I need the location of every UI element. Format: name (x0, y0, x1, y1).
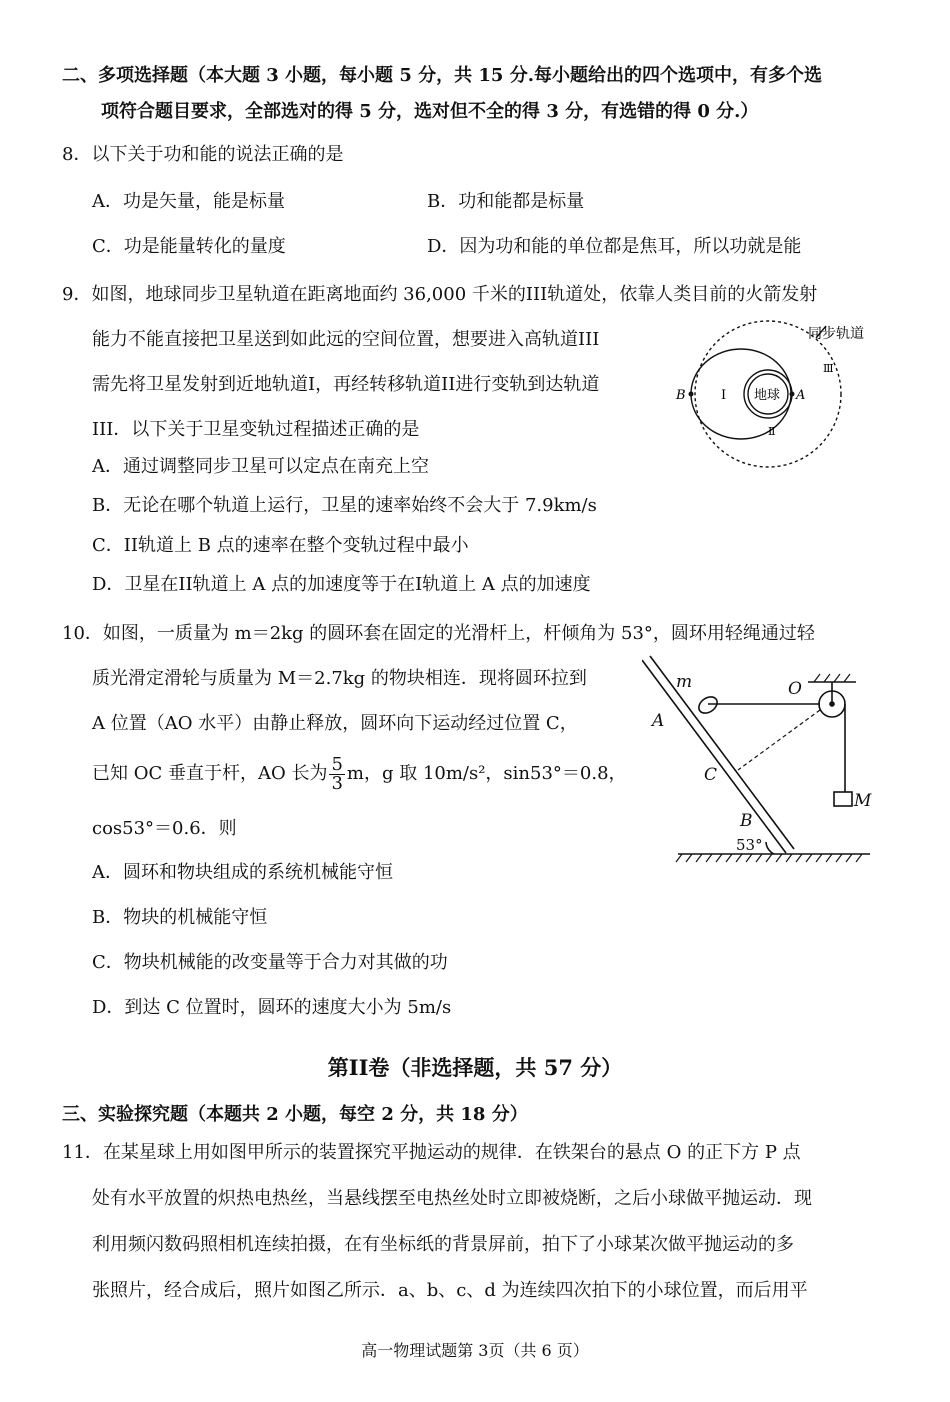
fraction-denominator: 3 (331, 772, 343, 794)
q10-stem-line2: 质光滑定滑轮与质量为 M＝2.7kg 的物块相连．现将圆环拉到 (92, 668, 587, 689)
q10-option-a: A．圆环和物块组成的系统机械能守恒 (92, 862, 393, 883)
q9-option-a: A．通过调整同步卫星可以定点在南充上空 (92, 456, 429, 477)
q11-stem-line3: 利用频闪数码照相机连续拍摄，在有坐标纸的背景屏前，拍下了小球某次做平抛运动的多 (92, 1234, 794, 1255)
sync-orbit-label: 同步轨道 (808, 326, 864, 342)
label-ii: Ⅱ (768, 425, 776, 438)
fraction-ao (329, 753, 344, 794)
rod-edge-2 (650, 656, 794, 849)
q11-stem-line4: 张照片，经合成后，照片如图乙所示．a、b、c、d 为连续四次拍下的小球位置，而后用平 (92, 1280, 808, 1301)
q9-stem-line4: III．以下关于卫星变轨过程描述正确的是 (92, 419, 420, 440)
q10-stem-line5: cos53°＝0.6．则 (92, 818, 237, 839)
section3-heading: 三、实验探究题（本题共 2 小题，每空 2 分，共 18 分） (62, 1104, 528, 1125)
block-m (834, 792, 852, 806)
label-o: O (788, 679, 802, 699)
q9-stem-line2: 能力不能直接把卫星送到如此远的空间位置，想要进入高轨道III (92, 329, 600, 350)
ceiling-hatch (814, 674, 850, 682)
pulley-axle (830, 702, 834, 706)
label-b: B (740, 811, 753, 831)
q10-stem-line1: 10．如图，一质量为 m＝2kg 的圆环套在固定的光滑杆上，杆倾角为 53°，圆环用轻绳通过轻 (62, 623, 815, 644)
q9-option-d: D．卫星在II轨道上 A 点的加速度等于在I轨道上 A 点的加速度 (92, 574, 591, 595)
q8-option-b: B．功和能都是标量 (427, 191, 585, 212)
point-a-dot (790, 392, 795, 397)
angle-arc (766, 842, 774, 854)
q8-stem: 8．以下关于功和能的说法正确的是 (62, 144, 344, 165)
label-a: A (652, 711, 665, 731)
q10-option-d: D．到达 C 位置时，圆环的速度大小为 5m/s (92, 997, 452, 1018)
ground-hatch (676, 854, 862, 862)
q8-option-d: D．因为功和能的单位都是焦耳，所以功就是能 (427, 236, 802, 257)
q9-stem-line1: 9．如图，地球同步卫星轨道在距离地面约 36,000 千米的III轨道处，依靠人类目前的火箭发射 (62, 284, 818, 305)
q10-line4-pre: 已知 OC 垂直于杆，AO 长为 (92, 763, 328, 784)
point-b-label: B (676, 388, 686, 403)
label-m-small: m (676, 672, 693, 692)
q8-option-a: A．功是矢量，能是标量 (92, 191, 285, 212)
label-i: I (721, 388, 727, 403)
q11-stem-line2: 处有水平放置的炽热电热丝，当悬线摆至电热丝处时立即被烧断，之后小球做平抛运动．现 (92, 1188, 812, 1209)
q9-option-b: B．无论在哪个轨道上运行，卫星的速率始终不会大于 7.9km/s (92, 495, 597, 516)
part2-title: 第II卷（非选择题，共 57 分） (327, 1055, 623, 1080)
q11-stem-line1: 11．在某星球上用如图甲所示的装置探究平抛运动的规律．在铁架台的悬点 O 的正下方 P 点 (62, 1142, 801, 1163)
label-c: C (704, 765, 718, 785)
page-footer: 高一物理试题第 3页（共 6 页） (361, 1341, 589, 1360)
q10-stem-line3: A 位置（AO 水平）由静止释放，圆环向下运动经过位置 C， (92, 713, 578, 734)
dashed-oc (738, 710, 820, 770)
q10-stem-line4 (92, 752, 627, 796)
point-b-dot (689, 392, 694, 397)
label-iii: Ⅲ (823, 362, 834, 375)
ring-pulley-diagram (642, 650, 882, 865)
point-a-label: A (796, 388, 806, 403)
q9-stem-line3: 需先将卫星发射到近地轨道I，再经转移轨道II进行变轨到达轨道 (92, 374, 600, 395)
earth-label: 地球 (754, 388, 781, 403)
section2-heading-line2: 项符合题目要求，全部选对的得 5 分，选对但不全的得 3 分，有选错的得 0 分.） (101, 101, 759, 122)
angle-label: 53° (736, 836, 763, 854)
rod-edge-1 (642, 660, 786, 853)
q10-option-c: C．物块机械能的改变量等于合力对其做的功 (92, 952, 448, 973)
q9-option-c: C．II轨道上 B 点的速率在整个变轨过程中最小 (92, 535, 469, 556)
label-m-large: M (854, 791, 872, 811)
fraction-numerator: 5 (331, 753, 343, 775)
ring (696, 694, 720, 717)
q10-line4-post: m，g 取 10m/s²，sin53°＝0.8， (346, 763, 627, 784)
section2-heading-line1: 二、多项选择题（本大题 3 小题，每小题 5 分，共 15 分.每小题给出的四个选项中，有多个选 (62, 65, 822, 86)
orbit-diagram (668, 318, 888, 468)
q8-option-c: C．功是能量转化的量度 (92, 236, 286, 257)
q10-option-b: B．物块的机械能守恒 (92, 907, 268, 928)
